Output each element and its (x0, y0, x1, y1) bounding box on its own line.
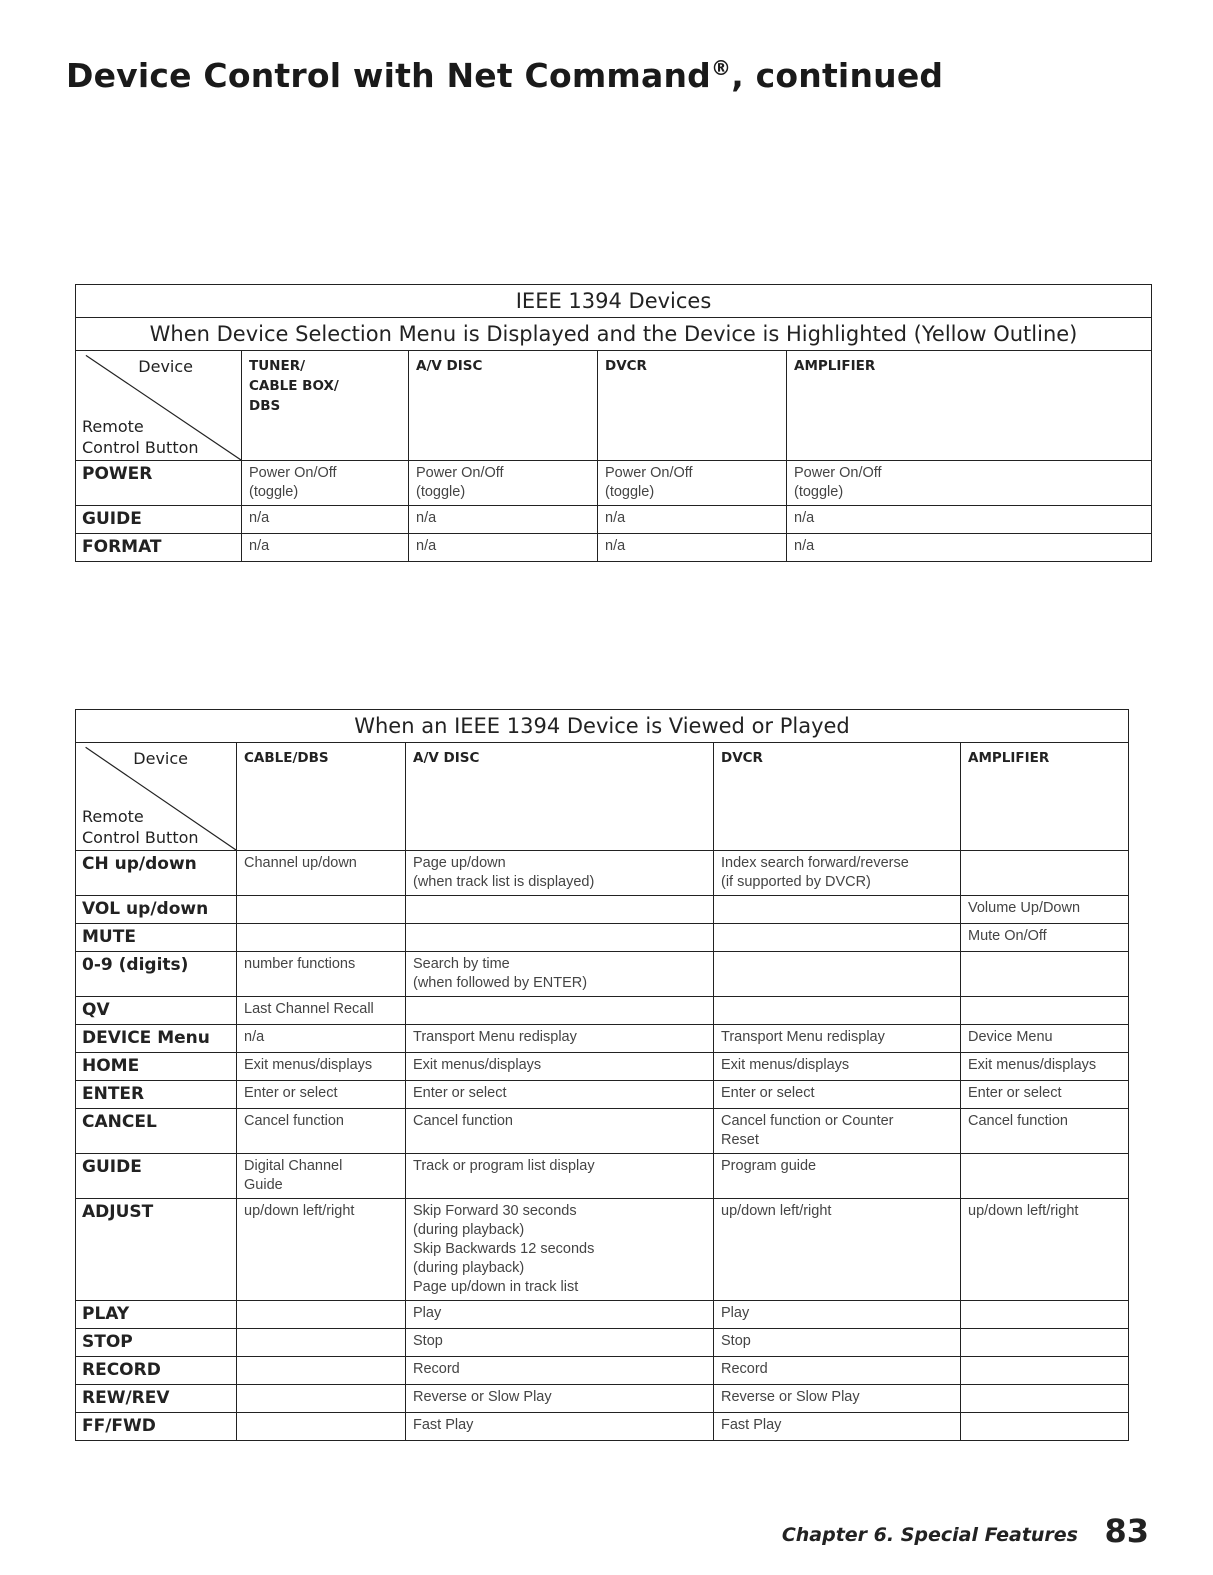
table-cell (961, 952, 1129, 997)
table-cell (406, 851, 714, 896)
cell-text: AMPLIFIER (968, 750, 1050, 766)
table-cell (714, 851, 961, 896)
cell-text: Volume Up/Down (968, 900, 1081, 916)
cell-text: Exit menus/displays (244, 1057, 373, 1073)
selection-menu-table-body (76, 285, 1152, 562)
row-button-adjust: ADJUST (76, 1199, 237, 1301)
cell-text: Fast Play (721, 1417, 782, 1433)
table-cell (787, 506, 1152, 534)
table-cell (961, 1053, 1129, 1081)
table-cell (406, 1301, 714, 1329)
cell-text: (toggle) (794, 484, 844, 500)
cell-text: (toggle) (249, 484, 299, 500)
registered-mark: ® (711, 56, 732, 80)
table-cell (714, 1301, 961, 1329)
cell-text: Device Menu (968, 1029, 1053, 1045)
cell-text: Cancel function or Counter (721, 1113, 894, 1129)
table-cell (237, 1301, 406, 1329)
cell-text: Reverse or Slow Play (721, 1389, 860, 1405)
table-row (76, 997, 1129, 1025)
row-button-mute: MUTE (76, 924, 237, 952)
cell-text: n/a (605, 538, 626, 554)
cell-text: up/down left/right (968, 1203, 1079, 1219)
cell-text: Guide (244, 1177, 283, 1193)
cell-text: n/a (249, 538, 270, 554)
table-cell (237, 1154, 406, 1199)
page-title-text: Device Control with Net Command (66, 56, 711, 95)
cell-text: Program guide (721, 1158, 817, 1174)
table-cell (242, 461, 409, 506)
table-cell (409, 506, 598, 534)
table-cell (406, 997, 714, 1025)
cell-text: n/a (416, 538, 437, 554)
table-row (76, 952, 1129, 997)
page-number: 83 (1104, 1512, 1149, 1550)
cell-text: Cancel function (968, 1113, 1068, 1129)
table-row (76, 1053, 1129, 1081)
table-cell (406, 1081, 714, 1109)
cell-text: Exit menus/displays (413, 1057, 542, 1073)
table-cell (237, 1025, 406, 1053)
cell-text: Index search forward/reverse (721, 855, 909, 871)
column-header-a-v-disc (409, 351, 598, 461)
row-button-cancel: CANCEL (76, 1109, 237, 1154)
table-cell (406, 1053, 714, 1081)
column-header-tuner-cable-box-dbs (242, 351, 409, 461)
cell-text: Channel up/down (244, 855, 357, 871)
page-title-suffix: , continued (731, 56, 944, 95)
cell-text: Record (413, 1361, 460, 1377)
cell-text: (toggle) (605, 484, 655, 500)
cell-text: (during playback) (413, 1260, 525, 1276)
cell-text: Stop (721, 1333, 751, 1349)
cell-text: Transport Menu redisplay (413, 1029, 577, 1045)
table-cell (961, 1081, 1129, 1109)
cell-text: Digital Channel (244, 1158, 343, 1174)
cell-text: n/a (794, 538, 815, 554)
cell-text: CABLE/DBS (244, 750, 329, 766)
table-row (76, 1025, 1129, 1053)
table-cell (237, 1109, 406, 1154)
cell-text: n/a (416, 510, 437, 526)
table-cell (961, 1025, 1129, 1053)
row-button-qv: QV (76, 997, 237, 1025)
cell-text: DVCR (605, 358, 647, 374)
table-cell (406, 1357, 714, 1385)
table-cell (406, 952, 714, 997)
cell-text: DVCR (721, 750, 763, 766)
table-row (76, 924, 1129, 952)
table-cell (237, 1357, 406, 1385)
table-cell (787, 461, 1152, 506)
table-cell (714, 997, 961, 1025)
cell-text: (when track list is displayed) (413, 874, 595, 890)
column-header-amplifier (787, 351, 1152, 461)
row-button-rew-rev: REW/REV (76, 1385, 237, 1413)
table-cell (714, 1154, 961, 1199)
table-cell (714, 1329, 961, 1357)
corner-remote-label: Remote Control Button (82, 807, 199, 847)
table-cell (406, 896, 714, 924)
table-cell (406, 1154, 714, 1199)
table-row (76, 1357, 1129, 1385)
cell-text: Power On/Off (416, 465, 504, 481)
table-cell (598, 534, 787, 562)
cell-text: Track or program list display (413, 1158, 595, 1174)
table-cell (961, 896, 1129, 924)
column-header-dvcr (714, 743, 961, 851)
cell-text: CABLE BOX/ (249, 378, 339, 394)
table-row (76, 1385, 1129, 1413)
table-title: IEEE 1394 Devices (76, 285, 1152, 318)
cell-text: Page up/down in track list (413, 1279, 579, 1295)
table-cell (714, 1199, 961, 1301)
table-cell (237, 896, 406, 924)
table-cell (714, 1413, 961, 1441)
table-cell (961, 1109, 1129, 1154)
table-row (76, 461, 1152, 506)
cell-text: Power On/Off (794, 465, 882, 481)
table-row (76, 534, 1152, 562)
corner-device-label: Device (138, 357, 193, 376)
table-cell (961, 1301, 1129, 1329)
table-cell (598, 461, 787, 506)
cell-text: AMPLIFIER (794, 358, 876, 374)
cell-text: (when followed by ENTER) (413, 975, 588, 991)
table-cell (406, 1413, 714, 1441)
table-cell (237, 851, 406, 896)
cell-text: Record (721, 1361, 768, 1377)
row-button-0-9-digits: 0-9 (digits) (76, 952, 237, 997)
cell-text: Transport Menu redisplay (721, 1029, 885, 1045)
row-button-vol-up-down: VOL up/down (76, 896, 237, 924)
row-button-format: FORMAT (76, 534, 242, 562)
table-cell (714, 896, 961, 924)
cell-text: Enter or select (413, 1085, 507, 1101)
table-row (76, 896, 1129, 924)
table-cell (787, 534, 1152, 562)
cell-text: A/V DISC (413, 750, 480, 766)
cell-text: Reset (721, 1132, 759, 1148)
table-row (76, 1199, 1129, 1301)
table-cell (714, 952, 961, 997)
cell-text: up/down left/right (721, 1203, 832, 1219)
table-cell (961, 1385, 1129, 1413)
corner-header (76, 351, 242, 461)
cell-text: n/a (244, 1029, 265, 1045)
cell-text: TUNER/ (249, 358, 306, 374)
cell-text: Power On/Off (249, 465, 337, 481)
row-button-ch-up-down: CH up/down (76, 851, 237, 896)
table-cell (714, 924, 961, 952)
table-cell (406, 1329, 714, 1357)
row-button-ff-fwd: FF/FWD (76, 1413, 237, 1441)
table-cell (961, 1413, 1129, 1441)
row-button-device-menu: DEVICE Menu (76, 1025, 237, 1053)
table-row (76, 1154, 1129, 1199)
table-row (76, 1329, 1129, 1357)
cell-text: Play (413, 1305, 442, 1321)
cell-text: Enter or select (721, 1085, 815, 1101)
table-cell (406, 1109, 714, 1154)
table-cell (714, 1053, 961, 1081)
row-button-record: RECORD (76, 1357, 237, 1385)
cell-text: Fast Play (413, 1417, 474, 1433)
column-header-cable-dbs (237, 743, 406, 851)
column-header-dvcr (598, 351, 787, 461)
table-cell (714, 1357, 961, 1385)
cell-text: number functions (244, 956, 356, 972)
row-button-power: POWER (76, 461, 242, 506)
row-button-guide: GUIDE (76, 506, 242, 534)
table-cell (406, 1385, 714, 1413)
table-row (76, 1081, 1129, 1109)
table-cell (961, 1199, 1129, 1301)
table-cell (237, 924, 406, 952)
table-title: When an IEEE 1394 Device is Viewed or Played (76, 710, 1129, 743)
corner-remote-label: Remote Control Button (82, 417, 199, 457)
table-cell (961, 851, 1129, 896)
cell-text: Exit menus/displays (721, 1057, 850, 1073)
table-cell (961, 1357, 1129, 1385)
row-button-home: HOME (76, 1053, 237, 1081)
cell-text: Exit menus/displays (968, 1057, 1097, 1073)
table-cell (409, 534, 598, 562)
column-header-a-v-disc (406, 743, 714, 851)
table-cell (409, 461, 598, 506)
table-cell (961, 1154, 1129, 1199)
table-cell (406, 1025, 714, 1053)
row-button-guide: GUIDE (76, 1154, 237, 1199)
cell-text: Mute On/Off (968, 928, 1047, 944)
table-row (76, 851, 1129, 896)
table-cell (714, 1385, 961, 1413)
cell-text: Cancel function (413, 1113, 513, 1129)
table-cell (237, 1199, 406, 1301)
table-cell (406, 1199, 714, 1301)
table-cell (237, 1081, 406, 1109)
corner-device-label: Device (133, 749, 188, 768)
cell-text: Power On/Off (605, 465, 693, 481)
cell-text: Reverse or Slow Play (413, 1389, 552, 1405)
table-cell (598, 506, 787, 534)
table-cell (406, 924, 714, 952)
table-cell (237, 1329, 406, 1357)
table-cell (714, 1109, 961, 1154)
cell-text: (during playback) (413, 1222, 525, 1238)
row-button-stop: STOP (76, 1329, 237, 1357)
table-cell (237, 1385, 406, 1413)
cell-text: Page up/down (413, 855, 506, 871)
cell-text: Cancel function (244, 1113, 344, 1129)
table-cell (961, 1329, 1129, 1357)
footer-chapter: Chapter 6. Special Features (781, 1524, 1078, 1546)
table-cell (237, 1053, 406, 1081)
table-cell (961, 924, 1129, 952)
cell-text: Play (721, 1305, 750, 1321)
column-header-amplifier (961, 743, 1129, 851)
cell-text: n/a (794, 510, 815, 526)
cell-text: (toggle) (416, 484, 466, 500)
cell-text: up/down left/right (244, 1203, 355, 1219)
table-cell (242, 506, 409, 534)
corner-header (76, 743, 237, 851)
cell-text: Skip Forward 30 seconds (413, 1203, 577, 1219)
table-cell (237, 1413, 406, 1441)
cell-text: Stop (413, 1333, 443, 1349)
cell-text: n/a (605, 510, 626, 526)
cell-text: (if supported by DVCR) (721, 874, 871, 890)
cell-text: n/a (249, 510, 270, 526)
cell-text: A/V DISC (416, 358, 483, 374)
table-cell (714, 1081, 961, 1109)
page-title (66, 56, 943, 95)
table-row (76, 1301, 1129, 1329)
row-button-play: PLAY (76, 1301, 237, 1329)
viewed-played-table (75, 709, 1129, 1441)
cell-text: Enter or select (244, 1085, 338, 1101)
table-cell (961, 997, 1129, 1025)
table-cell (237, 952, 406, 997)
table-cell (714, 1025, 961, 1053)
table-row (76, 506, 1152, 534)
cell-text: Enter or select (968, 1085, 1062, 1101)
table-subtitle: When Device Selection Menu is Displayed and the Device is Highlighted (Yellow Outline) (76, 318, 1152, 351)
cell-text: Search by time (413, 956, 510, 972)
viewed-played-table-body (76, 710, 1129, 1441)
table-cell (242, 534, 409, 562)
table-row (76, 1413, 1129, 1441)
row-button-enter: ENTER (76, 1081, 237, 1109)
table-row (76, 1109, 1129, 1154)
cell-text: Last Channel Recall (244, 1001, 374, 1017)
cell-text: DBS (249, 398, 281, 414)
selection-menu-table (75, 284, 1152, 562)
cell-text: Skip Backwards 12 seconds (413, 1241, 595, 1257)
table-cell (237, 997, 406, 1025)
